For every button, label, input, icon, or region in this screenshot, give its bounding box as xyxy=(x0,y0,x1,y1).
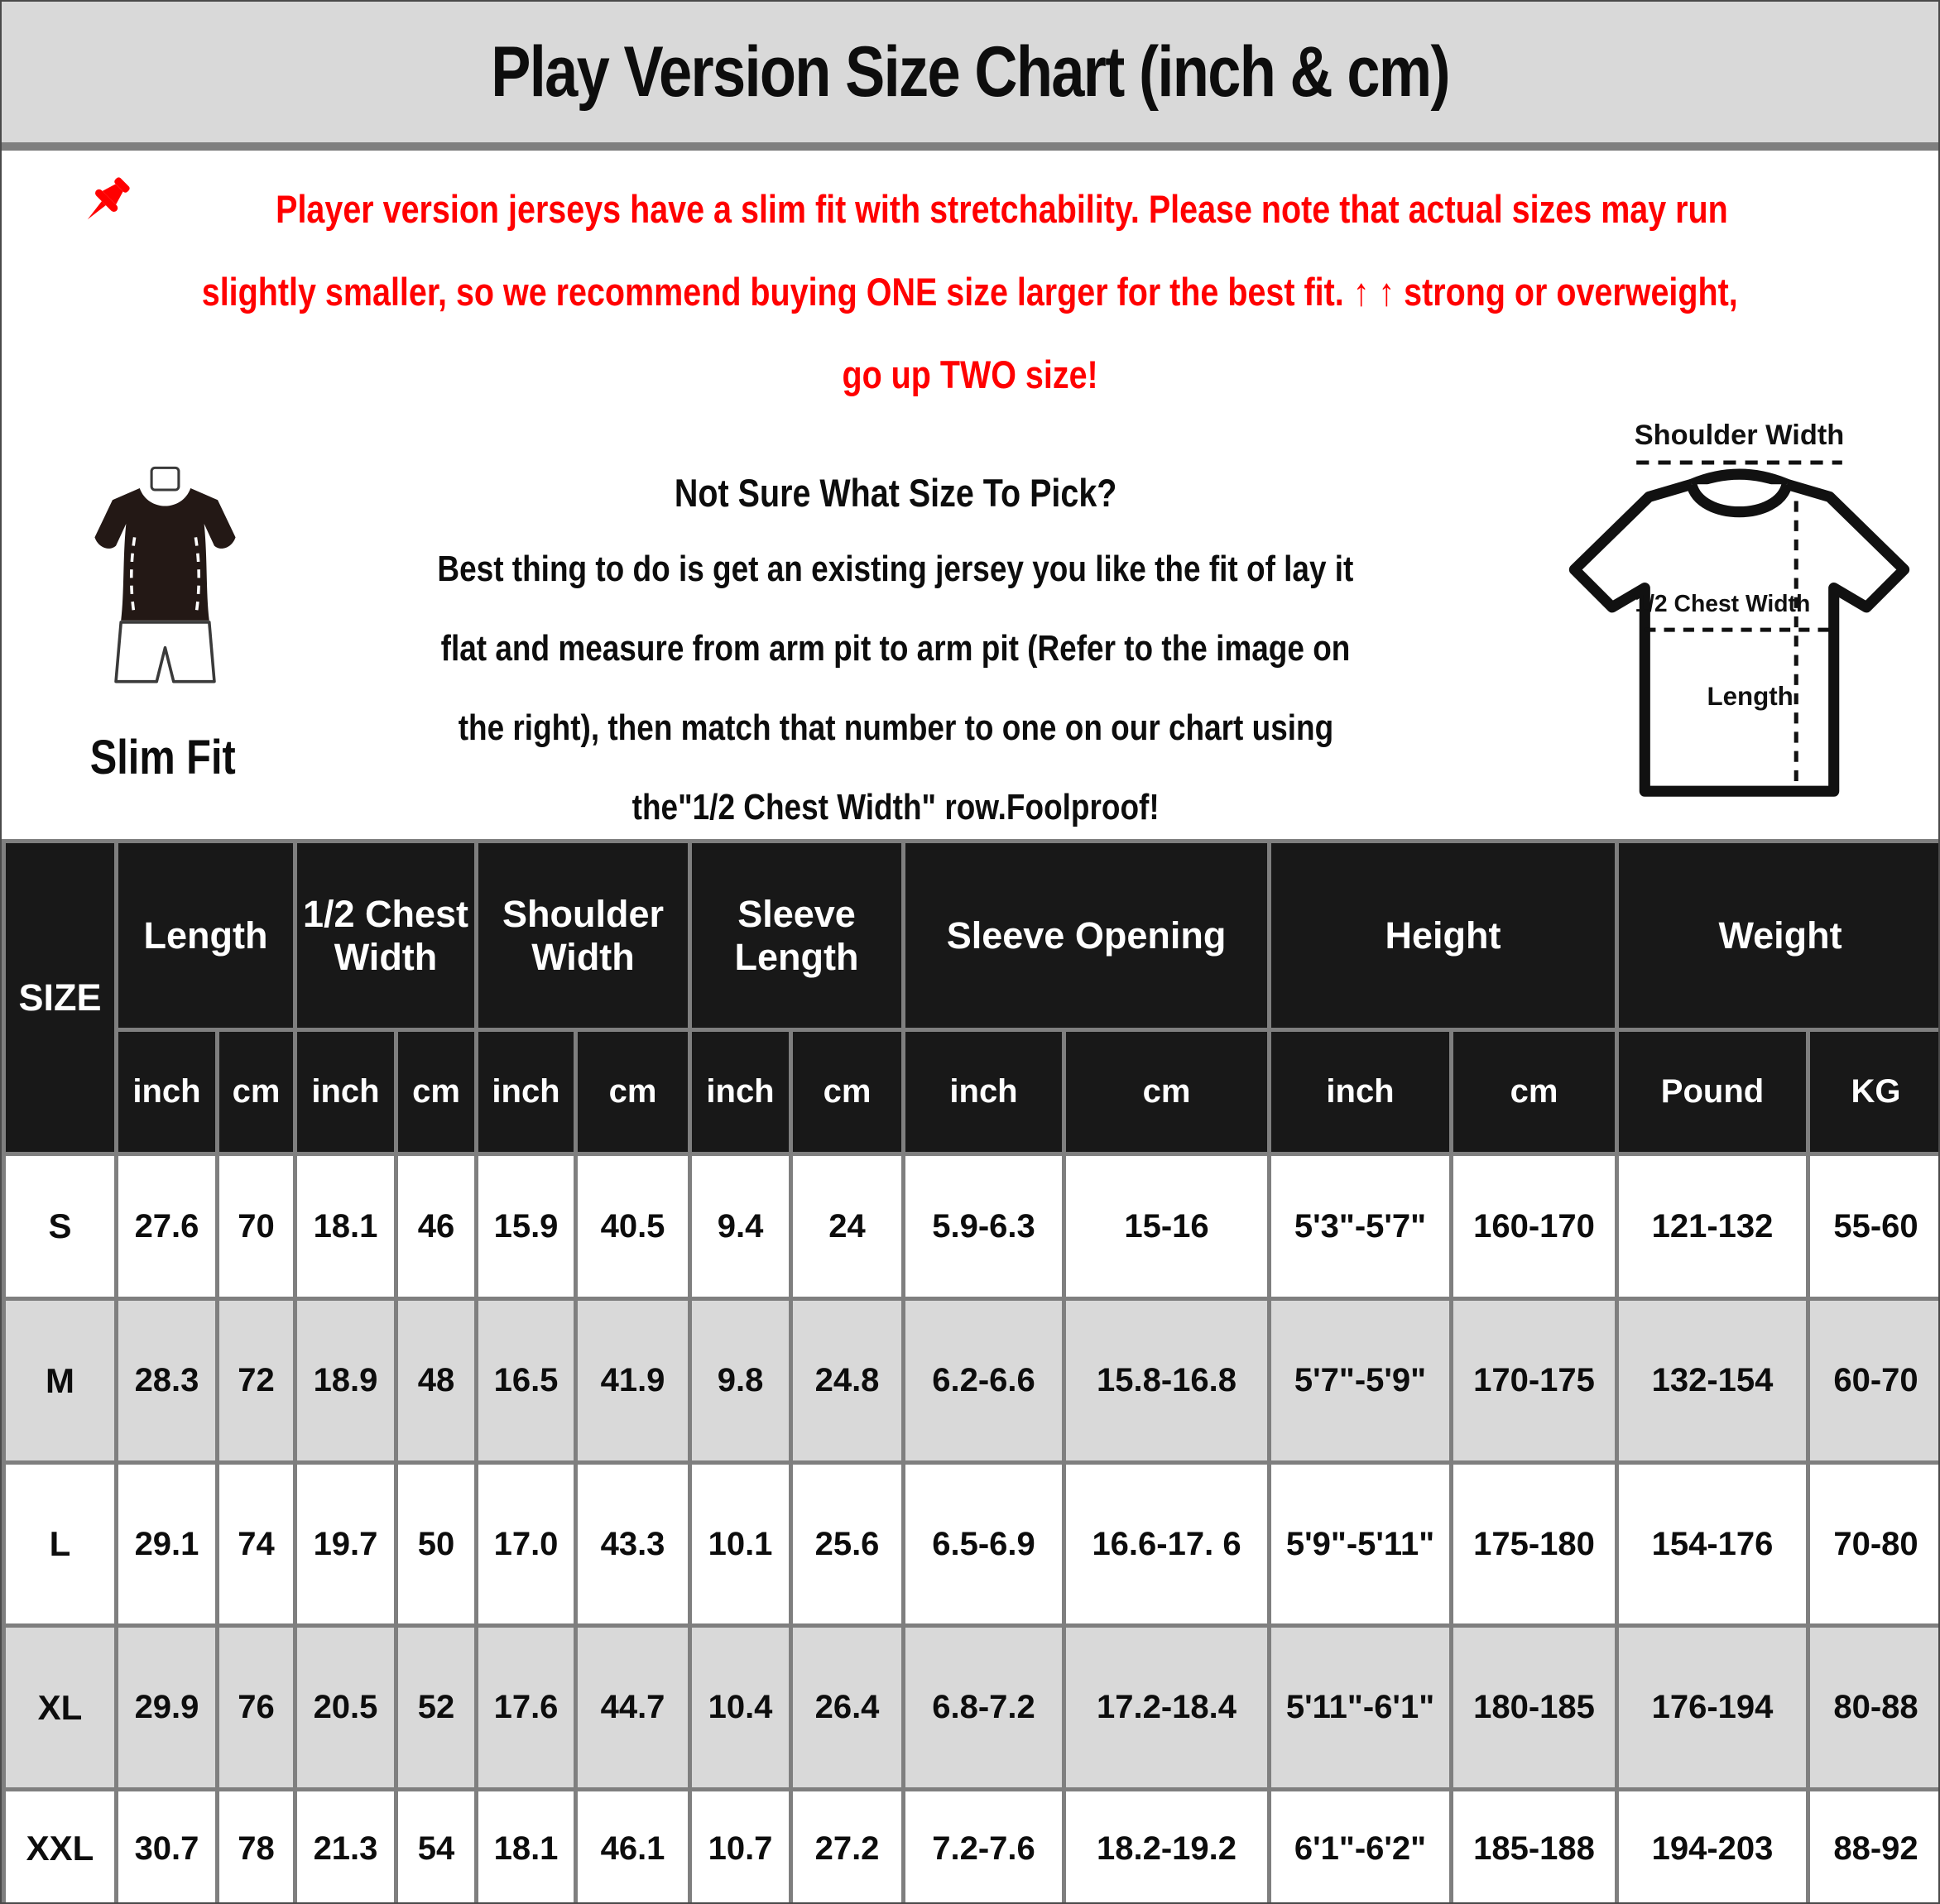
page-title: Play Version Size Chart (inch & cm) xyxy=(491,31,1449,112)
table-cell: 17.0 xyxy=(477,1463,576,1626)
col-unit-header: inch xyxy=(904,1030,1064,1154)
sizing-guide xyxy=(295,455,1496,847)
size-cell: XXL xyxy=(4,1790,117,1904)
table-cell: 21.3 xyxy=(295,1790,396,1904)
col-group-header: Weight xyxy=(1617,842,1940,1030)
table-cell: 74 xyxy=(218,1463,295,1626)
title-divider xyxy=(2,142,1938,151)
table-row-m xyxy=(4,1299,1940,1463)
table-cell: 72 xyxy=(218,1299,295,1463)
table-cell: 46 xyxy=(396,1154,477,1299)
table-cell: 5'3"-5'7" xyxy=(1270,1154,1452,1299)
table-cell: 52 xyxy=(396,1626,477,1790)
table-cell: 10.1 xyxy=(690,1463,791,1626)
col-group-header: Sleeve Length xyxy=(690,842,904,1030)
table-cell: 10.4 xyxy=(690,1626,791,1790)
table-cell: 160-170 xyxy=(1452,1154,1617,1299)
col-unit-header: inch xyxy=(295,1030,396,1154)
table-cell: 5'9"-5'11" xyxy=(1270,1463,1452,1626)
table-cell: 16.6-17. 6 xyxy=(1064,1463,1270,1626)
warning-line-2 xyxy=(8,250,1932,333)
table-cell: 76 xyxy=(218,1626,295,1790)
guide-line-3: the right), then match that number to one on our chart using xyxy=(458,707,1333,748)
warning-text-2: slightly smaller, so we recommend buying ONE size larger for the best fit. ↑ ↑ strong or overweight, xyxy=(202,269,1738,314)
guide-line-2: flat and measure from arm pit to arm pit (Refer to the image on xyxy=(440,628,1351,669)
table-cell: 6'1"-6'2" xyxy=(1270,1790,1452,1904)
table-cell: 15.9 xyxy=(477,1154,576,1299)
guide-line-1: Best thing to do is get an existing jersey you like the fit of lay it xyxy=(437,549,1354,589)
table-cell: 10.7 xyxy=(690,1790,791,1904)
half-chest-width-label: 1/2 Chest Width xyxy=(1635,589,1811,616)
col-group-header: Shoulder Width xyxy=(477,842,690,1030)
table-cell: 25.6 xyxy=(791,1463,904,1626)
table-cell: 28.3 xyxy=(117,1299,218,1463)
table-cell: 20.5 xyxy=(295,1626,396,1790)
fit-warning xyxy=(8,167,1932,415)
warning-text-1: Player version jerseys have a slim fit with stretchability. Please note that actual sizes may run xyxy=(275,186,1728,231)
table-cell: 24 xyxy=(791,1154,904,1299)
table-cell: 78 xyxy=(218,1790,295,1904)
table-cell: 5.9-6.3 xyxy=(904,1154,1064,1299)
size-table xyxy=(2,839,1940,1904)
table-cell: 16.5 xyxy=(477,1299,576,1463)
table-cell: 15.8-16.8 xyxy=(1064,1299,1270,1463)
table-cell: 9.4 xyxy=(690,1154,791,1299)
table-row-xxl xyxy=(4,1790,1940,1904)
table-cell: 70-80 xyxy=(1808,1463,1940,1626)
size-cell: L xyxy=(4,1463,117,1626)
table-cell: 19.7 xyxy=(295,1463,396,1626)
table-cell: 15-16 xyxy=(1064,1154,1270,1299)
table-cell: 70 xyxy=(218,1154,295,1299)
col-unit-header: inch xyxy=(117,1030,218,1154)
title-bar xyxy=(2,2,1938,142)
table-row-s xyxy=(4,1154,1940,1299)
pushpin-icon xyxy=(74,171,136,242)
slim-fit-label: Slim Fit xyxy=(90,731,236,784)
warning-text-3: go up TWO size! xyxy=(842,352,1098,396)
size-cell: S xyxy=(4,1154,117,1299)
table-cell: 27.6 xyxy=(117,1154,218,1299)
table-cell: 154-176 xyxy=(1617,1463,1808,1626)
table-cell: 48 xyxy=(396,1299,477,1463)
table-cell: 194-203 xyxy=(1617,1790,1808,1904)
table-cell: 175-180 xyxy=(1452,1463,1617,1626)
table-cell: 17.6 xyxy=(477,1626,576,1790)
table-row-l xyxy=(4,1463,1940,1626)
table-cell: 29.1 xyxy=(117,1463,218,1626)
col-group-header: 1/2 Chest Width xyxy=(295,842,477,1030)
table-cell: 88-92 xyxy=(1808,1790,1940,1904)
slim-fit-mannequin-icon xyxy=(80,455,250,728)
col-group-header: Sleeve Opening xyxy=(904,842,1270,1030)
table-cell: 170-175 xyxy=(1452,1299,1617,1463)
table-cell: 24.8 xyxy=(791,1299,904,1463)
table-cell: 5'11"-6'1" xyxy=(1270,1626,1452,1790)
table-cell: 9.8 xyxy=(690,1299,791,1463)
table-cell: 185-188 xyxy=(1452,1790,1617,1904)
col-unit-header: cm xyxy=(1064,1030,1270,1154)
table-cell: 40.5 xyxy=(576,1154,690,1299)
table-cell: 44.7 xyxy=(576,1626,690,1790)
table-cell: 121-132 xyxy=(1617,1154,1808,1299)
length-label: Length xyxy=(1707,682,1794,712)
col-unit-header: cm xyxy=(791,1030,904,1154)
warning-line-3 xyxy=(8,333,1932,415)
table-cell: 80-88 xyxy=(1808,1626,1940,1790)
tshirt-measure-diagram xyxy=(1543,409,1936,831)
table-cell: 7.2-7.6 xyxy=(904,1790,1064,1904)
table-cell: 29.9 xyxy=(117,1626,218,1790)
table-cell: 27.2 xyxy=(791,1790,904,1904)
table-cell: 6.5-6.9 xyxy=(904,1463,1064,1626)
table-cell: 43.3 xyxy=(576,1463,690,1626)
table-cell: 18.1 xyxy=(295,1154,396,1299)
table-cell: 132-154 xyxy=(1617,1299,1808,1463)
table-cell: 50 xyxy=(396,1463,477,1626)
col-unit-header: inch xyxy=(1270,1030,1452,1154)
table-cell: 176-194 xyxy=(1617,1626,1808,1790)
shoulder-width-label: Shoulder Width xyxy=(1634,419,1845,451)
col-unit-header: inch xyxy=(690,1030,791,1154)
table-cell: 18.9 xyxy=(295,1299,396,1463)
guide-heading: Not Sure What Size To Pick? xyxy=(674,470,1117,515)
col-unit-header: cm xyxy=(576,1030,690,1154)
table-cell: 180-185 xyxy=(1452,1626,1617,1790)
col-unit-header: inch xyxy=(477,1030,576,1154)
col-group-header: Length xyxy=(117,842,295,1030)
col-unit-header: cm xyxy=(1452,1030,1617,1154)
table-cell: 55-60 xyxy=(1808,1154,1940,1299)
table-cell: 18.1 xyxy=(477,1790,576,1904)
table-cell: 5'7"-5'9" xyxy=(1270,1299,1452,1463)
table-cell: 6.2-6.6 xyxy=(904,1299,1064,1463)
col-group-header: Height xyxy=(1270,842,1617,1030)
table-row-xl xyxy=(4,1626,1940,1790)
col-unit-header: Pound xyxy=(1617,1030,1808,1154)
table-cell: 41.9 xyxy=(576,1299,690,1463)
col-unit-header: cm xyxy=(396,1030,477,1154)
table-cell: 30.7 xyxy=(117,1790,218,1904)
table-cell: 18.2-19.2 xyxy=(1064,1790,1270,1904)
table-cell: 6.8-7.2 xyxy=(904,1626,1064,1790)
warning-line-1 xyxy=(8,167,1932,250)
table-cell: 54 xyxy=(396,1790,477,1904)
size-cell: XL xyxy=(4,1626,117,1790)
table-cell: 46.1 xyxy=(576,1790,690,1904)
col-unit-header: KG xyxy=(1808,1030,1940,1154)
guide-line-4: the"1/2 Chest Width" row.Foolproof! xyxy=(631,787,1160,827)
table-cell: 60-70 xyxy=(1808,1299,1940,1463)
table-cell: 26.4 xyxy=(791,1626,904,1790)
col-unit-header: cm xyxy=(218,1030,295,1154)
size-cell: M xyxy=(4,1299,117,1463)
col-header-size: SIZE xyxy=(4,842,117,1154)
table-cell: 17.2-18.4 xyxy=(1064,1626,1270,1790)
